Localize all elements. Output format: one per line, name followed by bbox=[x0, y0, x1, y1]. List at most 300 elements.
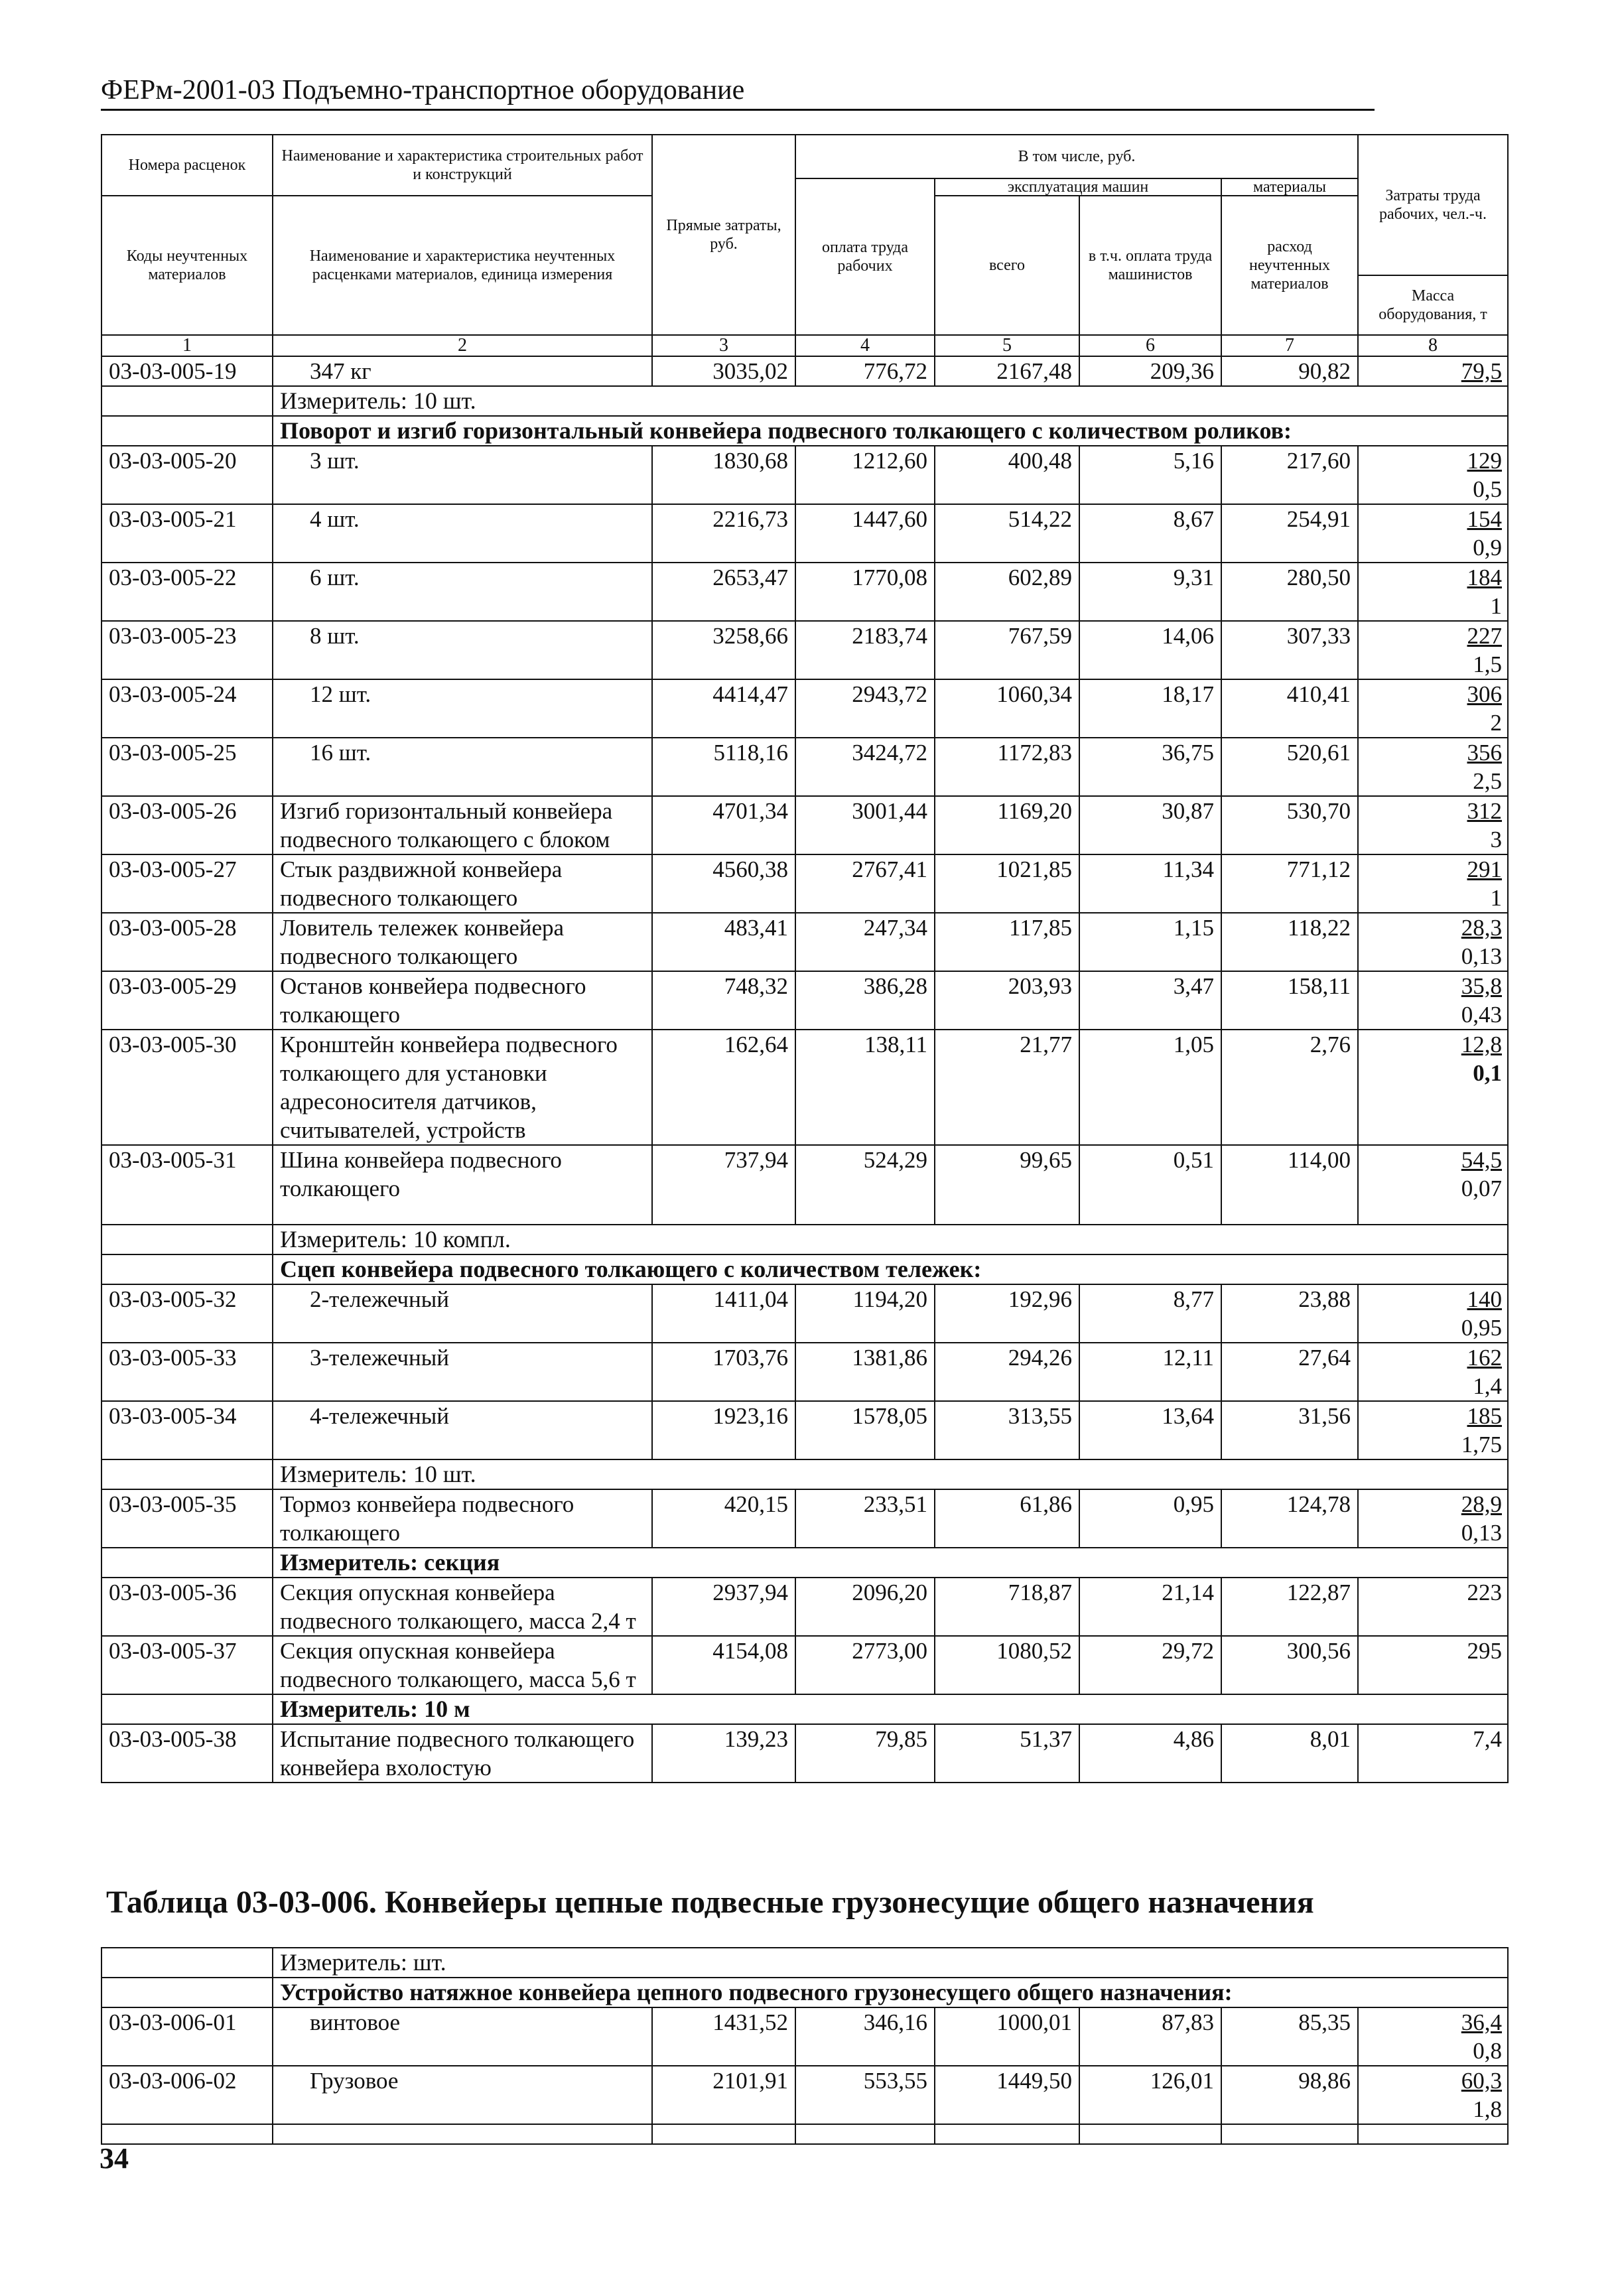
table-row bbox=[101, 356, 1508, 386]
mass-value: 2 bbox=[1490, 710, 1502, 736]
machine-costs: 21,77 bbox=[935, 1030, 1079, 1145]
labor-mass-cell bbox=[1358, 1724, 1508, 1783]
page-header bbox=[101, 74, 1375, 111]
labor-value: 185 bbox=[1467, 1403, 1502, 1429]
machine-wage-costs: 14,06 bbox=[1079, 621, 1221, 679]
labor-value: 162 bbox=[1467, 1345, 1502, 1371]
table-row bbox=[101, 504, 1508, 563]
col2-header-top: Наименование и характеристика строительных работ и конструкций bbox=[273, 135, 652, 196]
labor-mass-cell bbox=[1358, 621, 1508, 679]
labor-mass-cell bbox=[1358, 679, 1508, 738]
wage-costs: 1770,08 bbox=[795, 563, 935, 621]
group-row bbox=[101, 1254, 1508, 1284]
machine-wage-costs: 0,51 bbox=[1079, 1145, 1221, 1225]
wage-costs: 2183,74 bbox=[795, 621, 935, 679]
wage-costs: 553,55 bbox=[795, 2066, 935, 2124]
rate-code: 03-03-005-30 bbox=[101, 1030, 273, 1145]
machine-wage-costs: 13,64 bbox=[1079, 1401, 1221, 1459]
labor-value: 36,4 bbox=[1461, 2009, 1503, 2035]
rate-code: 03-03-005-27 bbox=[101, 854, 273, 913]
machine-costs: 203,93 bbox=[935, 971, 1079, 1030]
table-row bbox=[101, 913, 1508, 971]
material-costs: 280,50 bbox=[1221, 563, 1358, 621]
labor-value: 140 bbox=[1467, 1286, 1502, 1312]
machine-costs: 400,48 bbox=[935, 446, 1079, 504]
labor-value: 356 bbox=[1467, 740, 1502, 766]
spacer-cell bbox=[101, 1978, 273, 2007]
page-title: ФЕРм-2001-03 Подъемно-транспортное оборудование bbox=[101, 75, 745, 105]
group-row bbox=[101, 416, 1508, 446]
spacer-cell bbox=[101, 1548, 273, 1578]
labor-value: 295 bbox=[1467, 1638, 1502, 1664]
labor-value: 60,3 bbox=[1461, 2068, 1503, 2094]
direct-costs: 737,94 bbox=[652, 1145, 795, 1225]
material-costs: 27,64 bbox=[1221, 1343, 1358, 1401]
mass-value: 1 bbox=[1490, 593, 1502, 619]
column-number: 4 bbox=[795, 335, 935, 356]
col1-header-bottom: Коды неучтенных материалов bbox=[101, 196, 273, 335]
machine-wage-costs: 3,47 bbox=[1079, 971, 1221, 1030]
rate-code: 03-03-005-36 bbox=[101, 1578, 273, 1636]
machine-costs: 294,26 bbox=[935, 1343, 1079, 1401]
work-name: 16 шт. bbox=[273, 738, 652, 796]
machine-wage-costs: 87,83 bbox=[1079, 2007, 1221, 2066]
labor-value: 54,5 bbox=[1461, 1147, 1502, 1173]
measure-row bbox=[101, 1948, 1508, 1978]
measure-label: Измеритель: 10 шт. bbox=[273, 1459, 1508, 1489]
machine-costs: 767,59 bbox=[935, 621, 1079, 679]
work-name: 8 шт. bbox=[273, 621, 652, 679]
wage-costs: 138,11 bbox=[795, 1030, 935, 1145]
labor-value: 154 bbox=[1467, 506, 1502, 532]
machine-costs: 1060,34 bbox=[935, 679, 1079, 738]
rates-table-2 bbox=[101, 1947, 1509, 2145]
machine-wage-costs: 18,17 bbox=[1079, 679, 1221, 738]
col5-header: всего bbox=[935, 196, 1079, 335]
group-title: Поворот и изгиб горизонтальный конвейера подвесного толкающего с количеством роликов: bbox=[273, 416, 1508, 446]
mass-value: 0,95 bbox=[1461, 1315, 1502, 1341]
labor-value: 7,4 bbox=[1473, 1726, 1502, 1752]
empty-cell bbox=[1221, 2124, 1358, 2144]
measure-row bbox=[101, 386, 1508, 416]
direct-costs: 483,41 bbox=[652, 913, 795, 971]
labor-mass-cell bbox=[1358, 356, 1508, 386]
work-name: Ловитель тележек конвейера подвесного толкающего bbox=[273, 913, 652, 971]
measure-label: Измеритель: 10 компл. bbox=[273, 1225, 1508, 1254]
machine-wage-costs: 5,16 bbox=[1079, 446, 1221, 504]
table-head bbox=[101, 135, 1508, 356]
wage-costs: 1578,05 bbox=[795, 1401, 935, 1459]
mass-value: 0,43 bbox=[1461, 1002, 1502, 1028]
table2-title: Таблица 03-03-006. Конвейеры цепные подвесные грузонесущие общего назначения bbox=[106, 1885, 1314, 1920]
direct-costs: 748,32 bbox=[652, 971, 795, 1030]
machine-costs: 1449,50 bbox=[935, 2066, 1079, 2124]
column-number: 7 bbox=[1221, 335, 1358, 356]
table-row bbox=[101, 1401, 1508, 1459]
rate-code: 03-03-006-01 bbox=[101, 2007, 273, 2066]
labor-value: 291 bbox=[1467, 856, 1502, 882]
filler-row bbox=[101, 2124, 1508, 2144]
direct-costs: 1703,76 bbox=[652, 1343, 795, 1401]
material-costs: 122,87 bbox=[1221, 1578, 1358, 1636]
table-row bbox=[101, 1636, 1508, 1694]
column-numbers-row bbox=[101, 335, 1508, 356]
table-row bbox=[101, 563, 1508, 621]
machine-costs: 514,22 bbox=[935, 504, 1079, 563]
machine-costs: 1000,01 bbox=[935, 2007, 1079, 2066]
measure-row bbox=[101, 1225, 1508, 1254]
direct-costs: 2216,73 bbox=[652, 504, 795, 563]
work-name: 3 шт. bbox=[273, 446, 652, 504]
direct-costs: 4154,08 bbox=[652, 1636, 795, 1694]
labor-mass-cell bbox=[1358, 2007, 1508, 2066]
labor-value: 223 bbox=[1467, 1580, 1502, 1605]
labor-mass-cell bbox=[1358, 854, 1508, 913]
measure-row bbox=[101, 1694, 1508, 1724]
rate-code: 03-03-005-19 bbox=[101, 356, 273, 386]
rate-code: 03-03-005-22 bbox=[101, 563, 273, 621]
work-name: Шина конвейера подвесного толкающего bbox=[273, 1145, 652, 1225]
material-costs: 98,86 bbox=[1221, 2066, 1358, 2124]
table-row bbox=[101, 2066, 1508, 2124]
machine-wage-costs: 36,75 bbox=[1079, 738, 1221, 796]
rate-code: 03-03-005-35 bbox=[101, 1489, 273, 1548]
machine-costs: 99,65 bbox=[935, 1145, 1079, 1225]
wage-costs: 233,51 bbox=[795, 1489, 935, 1548]
labor-mass-cell bbox=[1358, 1145, 1508, 1225]
rate-code: 03-03-005-31 bbox=[101, 1145, 273, 1225]
rate-code: 03-03-005-24 bbox=[101, 679, 273, 738]
empty-cell bbox=[652, 2124, 795, 2144]
material-costs: 2,76 bbox=[1221, 1030, 1358, 1145]
labor-mass-cell bbox=[1358, 913, 1508, 971]
mass-value: 1,5 bbox=[1473, 651, 1502, 677]
material-costs: 300,56 bbox=[1221, 1636, 1358, 1694]
column-number: 8 bbox=[1358, 335, 1508, 356]
rate-code: 03-03-005-25 bbox=[101, 738, 273, 796]
machine-costs: 313,55 bbox=[935, 1401, 1079, 1459]
wage-costs: 247,34 bbox=[795, 913, 935, 971]
table-row bbox=[101, 2007, 1508, 2066]
table-row bbox=[101, 621, 1508, 679]
table-row bbox=[101, 1489, 1508, 1548]
work-name: Останов конвейера подвесного толкающего bbox=[273, 971, 652, 1030]
material-costs: 114,00 bbox=[1221, 1145, 1358, 1225]
material-costs: 23,88 bbox=[1221, 1284, 1358, 1343]
labor-value: 79,5 bbox=[1461, 358, 1502, 384]
direct-costs: 1411,04 bbox=[652, 1284, 795, 1343]
column-number: 1 bbox=[101, 335, 273, 356]
machine-wage-costs: 4,86 bbox=[1079, 1724, 1221, 1783]
wage-costs: 776,72 bbox=[795, 356, 935, 386]
machine-costs: 51,37 bbox=[935, 1724, 1079, 1783]
table-row bbox=[101, 1284, 1508, 1343]
wage-costs: 3001,44 bbox=[795, 796, 935, 854]
labor-mass-cell bbox=[1358, 446, 1508, 504]
machine-costs: 1021,85 bbox=[935, 854, 1079, 913]
rate-code: 03-03-005-21 bbox=[101, 504, 273, 563]
machine-wage-costs: 1,05 bbox=[1079, 1030, 1221, 1145]
rate-code: 03-03-005-26 bbox=[101, 796, 273, 854]
labor-mass-cell bbox=[1358, 796, 1508, 854]
labor-mass-cell bbox=[1358, 1578, 1508, 1636]
table-row bbox=[101, 854, 1508, 913]
machine-wage-costs: 12,11 bbox=[1079, 1343, 1221, 1401]
measure-row bbox=[101, 1459, 1508, 1489]
machine-costs: 1172,83 bbox=[935, 738, 1079, 796]
measure-row bbox=[101, 1548, 1508, 1578]
labor-mass-cell bbox=[1358, 504, 1508, 563]
table-body bbox=[101, 356, 1508, 1783]
table-row bbox=[101, 1343, 1508, 1401]
labor-value: 12,8 bbox=[1461, 1032, 1502, 1057]
col8-header-top: Затраты труда рабочих, чел.-ч. bbox=[1358, 135, 1508, 275]
machine-costs: 602,89 bbox=[935, 563, 1079, 621]
col3-header: Прямые затраты, руб. bbox=[652, 135, 795, 335]
col1-header-top: Номера расценок bbox=[101, 135, 273, 196]
material-costs: 90,82 bbox=[1221, 356, 1358, 386]
machine-costs: 1169,20 bbox=[935, 796, 1079, 854]
labor-value: 306 bbox=[1467, 681, 1502, 707]
measure-label: Измеритель: шт. bbox=[273, 1948, 1508, 1978]
column-number: 3 bbox=[652, 335, 795, 356]
machine-costs: 2167,48 bbox=[935, 356, 1079, 386]
material-costs: 31,56 bbox=[1221, 1401, 1358, 1459]
spacer-cell bbox=[101, 1459, 273, 1489]
work-name: Стык раздвижной конвейера подвесного толкающего bbox=[273, 854, 652, 913]
machine-wage-costs: 29,72 bbox=[1079, 1636, 1221, 1694]
work-name: Изгиб горизонтальный конвейера подвесного толкающего с блоком bbox=[273, 796, 652, 854]
spacer-cell bbox=[101, 386, 273, 416]
machine-wage-costs: 8,67 bbox=[1079, 504, 1221, 563]
material-costs: 217,60 bbox=[1221, 446, 1358, 504]
material-costs: 307,33 bbox=[1221, 621, 1358, 679]
empty-cell bbox=[935, 2124, 1079, 2144]
labor-mass-cell bbox=[1358, 1284, 1508, 1343]
table-row bbox=[101, 446, 1508, 504]
work-name: винтовое bbox=[273, 2007, 652, 2066]
table-row bbox=[101, 738, 1508, 796]
empty-cell bbox=[1079, 2124, 1221, 2144]
wage-costs: 1447,60 bbox=[795, 504, 935, 563]
column-number: 5 bbox=[935, 335, 1079, 356]
work-name: Кронштейн конвейера подвесного толкающего для установки адресоносителя датчиков, считывателей, устройств bbox=[273, 1030, 652, 1145]
machine-costs: 1080,52 bbox=[935, 1636, 1079, 1694]
material-costs: 8,01 bbox=[1221, 1724, 1358, 1783]
direct-costs: 3258,66 bbox=[652, 621, 795, 679]
mass-value: 0,5 bbox=[1473, 476, 1502, 502]
mass-value: 1 bbox=[1490, 885, 1502, 911]
empty-cell bbox=[795, 2124, 935, 2144]
wage-costs: 1212,60 bbox=[795, 446, 935, 504]
machine-wage-costs: 0,95 bbox=[1079, 1489, 1221, 1548]
labor-mass-cell bbox=[1358, 1401, 1508, 1459]
labor-value: 35,8 bbox=[1461, 973, 1502, 999]
material-costs: 124,78 bbox=[1221, 1489, 1358, 1548]
material-costs: 410,41 bbox=[1221, 679, 1358, 738]
wage-costs: 386,28 bbox=[795, 971, 935, 1030]
rate-code: 03-03-005-37 bbox=[101, 1636, 273, 1694]
direct-costs: 4701,34 bbox=[652, 796, 795, 854]
labor-value: 28,3 bbox=[1461, 915, 1502, 941]
machine-wage-costs: 126,01 bbox=[1079, 2066, 1221, 2124]
material-costs: 520,61 bbox=[1221, 738, 1358, 796]
labor-mass-cell bbox=[1358, 563, 1508, 621]
measure-label: Измеритель: 10 шт. bbox=[273, 386, 1508, 416]
table-row bbox=[101, 1724, 1508, 1783]
labor-mass-cell bbox=[1358, 971, 1508, 1030]
wage-costs: 2773,00 bbox=[795, 1636, 935, 1694]
wage-costs: 1381,86 bbox=[795, 1343, 935, 1401]
direct-costs: 162,64 bbox=[652, 1030, 795, 1145]
col8-header-bottom: Масса оборудования, т bbox=[1358, 275, 1508, 335]
spacer-cell bbox=[101, 1225, 273, 1254]
material-costs: 158,11 bbox=[1221, 971, 1358, 1030]
machine-costs: 718,87 bbox=[935, 1578, 1079, 1636]
wage-costs: 2767,41 bbox=[795, 854, 935, 913]
rate-code: 03-03-005-23 bbox=[101, 621, 273, 679]
direct-costs: 2653,47 bbox=[652, 563, 795, 621]
group-title: Устройство натяжное конвейера цепного подвесного грузонесущего общего назначения: bbox=[273, 1978, 1508, 2007]
machine-wage-costs: 8,77 bbox=[1079, 1284, 1221, 1343]
machine-wage-costs: 1,15 bbox=[1079, 913, 1221, 971]
direct-costs: 2101,91 bbox=[652, 2066, 795, 2124]
direct-costs: 1923,16 bbox=[652, 1401, 795, 1459]
rate-code: 03-03-005-38 bbox=[101, 1724, 273, 1783]
mass-value: 3 bbox=[1490, 827, 1502, 852]
wage-costs: 1194,20 bbox=[795, 1284, 935, 1343]
rate-code: 03-03-005-32 bbox=[101, 1284, 273, 1343]
labor-mass-cell bbox=[1358, 1030, 1508, 1145]
wage-costs: 346,16 bbox=[795, 2007, 935, 2066]
labor-value: 129 bbox=[1467, 448, 1502, 474]
machine-wage-costs: 209,36 bbox=[1079, 356, 1221, 386]
machine-wage-costs: 30,87 bbox=[1079, 796, 1221, 854]
work-name: Секция опускная конвейера подвесного толкающего, масса 2,4 т bbox=[273, 1578, 652, 1636]
group-row bbox=[101, 1978, 1508, 2007]
material-costs: 530,70 bbox=[1221, 796, 1358, 854]
machine-costs: 192,96 bbox=[935, 1284, 1079, 1343]
col7-header: расход неучтенных материалов bbox=[1221, 196, 1358, 335]
spacer-cell bbox=[101, 416, 273, 446]
labor-value: 184 bbox=[1467, 565, 1502, 590]
mass-value: 0,8 bbox=[1473, 2038, 1503, 2064]
machine-costs: 117,85 bbox=[935, 913, 1079, 971]
work-name: 12 шт. bbox=[273, 679, 652, 738]
measure-label: Измеритель: секция bbox=[273, 1548, 1508, 1578]
mass-value: 0,13 bbox=[1461, 1520, 1502, 1546]
work-name: Грузовое bbox=[273, 2066, 652, 2124]
machine-wage-costs: 21,14 bbox=[1079, 1578, 1221, 1636]
materials-header: материалы bbox=[1221, 178, 1358, 196]
direct-costs: 4414,47 bbox=[652, 679, 795, 738]
rate-code: 03-03-006-02 bbox=[101, 2066, 273, 2124]
table-row bbox=[101, 1030, 1508, 1145]
labor-mass-cell bbox=[1358, 1636, 1508, 1694]
table-row bbox=[101, 796, 1508, 854]
labor-mass-cell bbox=[1358, 1343, 1508, 1401]
work-name: Испытание подвесного толкающего конвейера вхолостую bbox=[273, 1724, 652, 1783]
work-name: Тормоз конвейера подвесного толкающего bbox=[273, 1489, 652, 1548]
table-row bbox=[101, 1145, 1508, 1225]
col2-header-bottom: Наименование и характеристика неучтенных расценками материалов, единица измерения bbox=[273, 196, 652, 335]
direct-costs: 2937,94 bbox=[652, 1578, 795, 1636]
mass-value: 1,8 bbox=[1473, 2096, 1503, 2122]
rate-code: 03-03-005-20 bbox=[101, 446, 273, 504]
labor-value: 312 bbox=[1467, 798, 1502, 824]
material-costs: 771,12 bbox=[1221, 854, 1358, 913]
spacer-cell bbox=[101, 1948, 273, 1978]
wage-costs: 2943,72 bbox=[795, 679, 935, 738]
labor-mass-cell bbox=[1358, 2066, 1508, 2124]
material-costs: 254,91 bbox=[1221, 504, 1358, 563]
group-header: В том числе, руб. bbox=[795, 135, 1358, 178]
group-title: Сцеп конвейера подвесного толкающего с количеством тележек: bbox=[273, 1254, 1508, 1284]
rate-code: 03-03-005-29 bbox=[101, 971, 273, 1030]
direct-costs: 420,15 bbox=[652, 1489, 795, 1548]
col6-header: в т.ч. оплата труда машинистов bbox=[1079, 196, 1221, 335]
mass-value: 0,13 bbox=[1461, 943, 1502, 969]
machine-costs: 61,86 bbox=[935, 1489, 1079, 1548]
mass-value: 0,07 bbox=[1461, 1176, 1502, 1201]
machine-wage-costs: 9,31 bbox=[1079, 563, 1221, 621]
work-name: 6 шт. bbox=[273, 563, 652, 621]
labor-mass-cell bbox=[1358, 1489, 1508, 1548]
rate-code: 03-03-005-28 bbox=[101, 913, 273, 971]
spacer-cell bbox=[101, 1254, 273, 1284]
labor-mass-cell bbox=[1358, 738, 1508, 796]
direct-costs: 1830,68 bbox=[652, 446, 795, 504]
labor-value: 28,9 bbox=[1461, 1491, 1502, 1517]
col4-header: оплата труда рабочих bbox=[795, 178, 935, 335]
wage-costs: 79,85 bbox=[795, 1724, 935, 1783]
exploit-header: эксплуатация машин bbox=[935, 178, 1221, 196]
measure-label: Измеритель: 10 м bbox=[273, 1694, 1508, 1724]
mass-value: 0,1 bbox=[1473, 1060, 1502, 1086]
page-number: 34 bbox=[100, 2142, 129, 2175]
labor-value: 227 bbox=[1467, 623, 1502, 649]
table-row bbox=[101, 971, 1508, 1030]
empty-cell bbox=[273, 2124, 652, 2144]
material-costs: 85,35 bbox=[1221, 2007, 1358, 2066]
work-name: 2-тележечный bbox=[273, 1284, 652, 1343]
spacer-cell bbox=[101, 1694, 273, 1724]
table2-body bbox=[101, 1948, 1508, 2144]
machine-wage-costs: 11,34 bbox=[1079, 854, 1221, 913]
direct-costs: 4560,38 bbox=[652, 854, 795, 913]
mass-value: 2,5 bbox=[1473, 768, 1502, 794]
wage-costs: 3424,72 bbox=[795, 738, 935, 796]
mass-value: 1,75 bbox=[1461, 1432, 1502, 1457]
rate-code: 03-03-005-34 bbox=[101, 1401, 273, 1459]
direct-costs: 139,23 bbox=[652, 1724, 795, 1783]
material-costs: 118,22 bbox=[1221, 913, 1358, 971]
column-number: 2 bbox=[273, 335, 652, 356]
table-row bbox=[101, 679, 1508, 738]
work-name: 4-тележечный bbox=[273, 1401, 652, 1459]
direct-costs: 5118,16 bbox=[652, 738, 795, 796]
wage-costs: 2096,20 bbox=[795, 1578, 935, 1636]
mass-value: 0,9 bbox=[1473, 535, 1502, 561]
column-number: 6 bbox=[1079, 335, 1221, 356]
work-name: 4 шт. bbox=[273, 504, 652, 563]
direct-costs: 1431,52 bbox=[652, 2007, 795, 2066]
work-name: Секция опускная конвейера подвесного толкающего, масса 5,6 т bbox=[273, 1636, 652, 1694]
empty-cell bbox=[1358, 2124, 1508, 2144]
rate-code: 03-03-005-33 bbox=[101, 1343, 273, 1401]
mass-value: 1,4 bbox=[1473, 1373, 1502, 1399]
wage-costs: 524,29 bbox=[795, 1145, 935, 1225]
